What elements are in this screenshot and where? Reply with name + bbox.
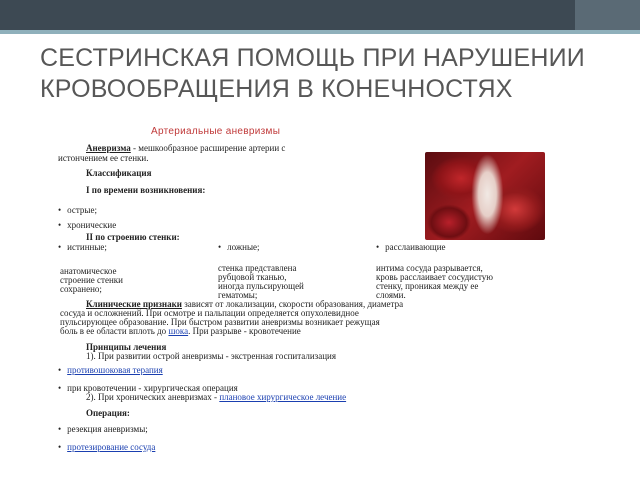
structure-item-dissecting: • расслаивающие bbox=[376, 242, 446, 253]
slide-title bbox=[40, 43, 630, 105]
false-desc-line: стенка представлена bbox=[218, 263, 297, 273]
clinical-last-text: боль в ее области вплоть до bbox=[60, 326, 169, 336]
definition-term: Аневризма bbox=[86, 143, 131, 153]
treatment-chronic-text: 2). При хронических аневризмах - bbox=[86, 392, 220, 402]
operation-item-prosthesis bbox=[58, 442, 155, 453]
structure-item-false: • ложные; bbox=[218, 242, 260, 253]
false-desc-line: рубцовой тканью, bbox=[218, 272, 287, 282]
treatment-bullet-2: • при кровотечении - хирургическая операция bbox=[58, 383, 238, 394]
operation-heading: Операция: bbox=[86, 408, 130, 418]
antishock-therapy-link[interactable]: противошоковая терапия bbox=[67, 365, 163, 375]
by-structure-heading: II по строению стенки: bbox=[86, 232, 180, 242]
clinical-line-4 bbox=[60, 326, 301, 337]
time-item-acute: • острые; bbox=[58, 205, 97, 216]
clinical-last-text-2: . При разрыве - кровотечение bbox=[188, 326, 301, 336]
slide-title-line-1: СЕСТРИНСКАЯ ПОМОЩЬ ПРИ НАРУШЕНИИ bbox=[40, 44, 585, 72]
true-desc-line: анатомическое bbox=[60, 266, 117, 276]
true-desc-line: строение стенки bbox=[60, 275, 123, 285]
header-bar bbox=[0, 0, 640, 30]
definition-text: - мешкообразное расширение артерии с bbox=[130, 143, 286, 153]
treatment-heading: Принципы лечения bbox=[86, 342, 167, 352]
clinical-text: зависят от локализации, скорости образования, диаметра bbox=[181, 299, 404, 309]
clinical-line-3: пульсирующее образование. При быстром развитии аневризмы возникает режущая bbox=[60, 317, 380, 327]
operation-item-resection: • резекция аневризмы; bbox=[58, 424, 148, 435]
planned-surgery-link[interactable]: плановое хирургическое лечение bbox=[219, 392, 347, 402]
shock-link[interactable]: шока bbox=[168, 326, 189, 336]
dissecting-desc-line: кровь расслаивает сосудистую bbox=[376, 272, 494, 282]
vessel-prosthesis-link[interactable]: протезирование сосуда bbox=[67, 442, 156, 452]
structure-item-true: • истинные; bbox=[58, 242, 107, 253]
header-accent-block bbox=[575, 0, 640, 30]
doc-subtitle: Артериальные аневризмы bbox=[151, 126, 281, 137]
dissecting-desc-line: стенку, проникая между ее bbox=[376, 281, 479, 291]
aneurysm-photo bbox=[425, 152, 545, 240]
definition-line-2: истончением ее стенки. bbox=[58, 153, 149, 163]
treatment-acute: 1). При развитии острой аневризмы - экстренная госпитализация bbox=[86, 351, 336, 361]
header-accent-line bbox=[0, 30, 640, 34]
by-time-heading: I по времени возникновения: bbox=[86, 185, 206, 195]
true-desc-line: сохранено; bbox=[60, 284, 102, 294]
slide-title-line-2: КРОВООБРАЩЕНИЯ В КОНЕЧНОСТЯХ bbox=[40, 75, 513, 103]
time-item-chronic: • хронические bbox=[58, 220, 116, 231]
false-desc-line: иногда пульсирующей bbox=[218, 281, 304, 291]
clinical-term: Клинические признаки bbox=[86, 299, 182, 309]
dissecting-desc-line: слоями. bbox=[376, 290, 406, 300]
dissecting-desc-line: интима сосуда разрывается, bbox=[376, 263, 483, 273]
treatment-chronic bbox=[86, 392, 346, 403]
clinical-line-2: сосуда и осложнений. При осмотре и пальпации определяется опухолевидное bbox=[60, 308, 359, 318]
classification-heading: Классификация bbox=[86, 168, 152, 178]
false-desc-line: гематомы; bbox=[218, 290, 258, 300]
treatment-bullet-1 bbox=[58, 365, 163, 376]
